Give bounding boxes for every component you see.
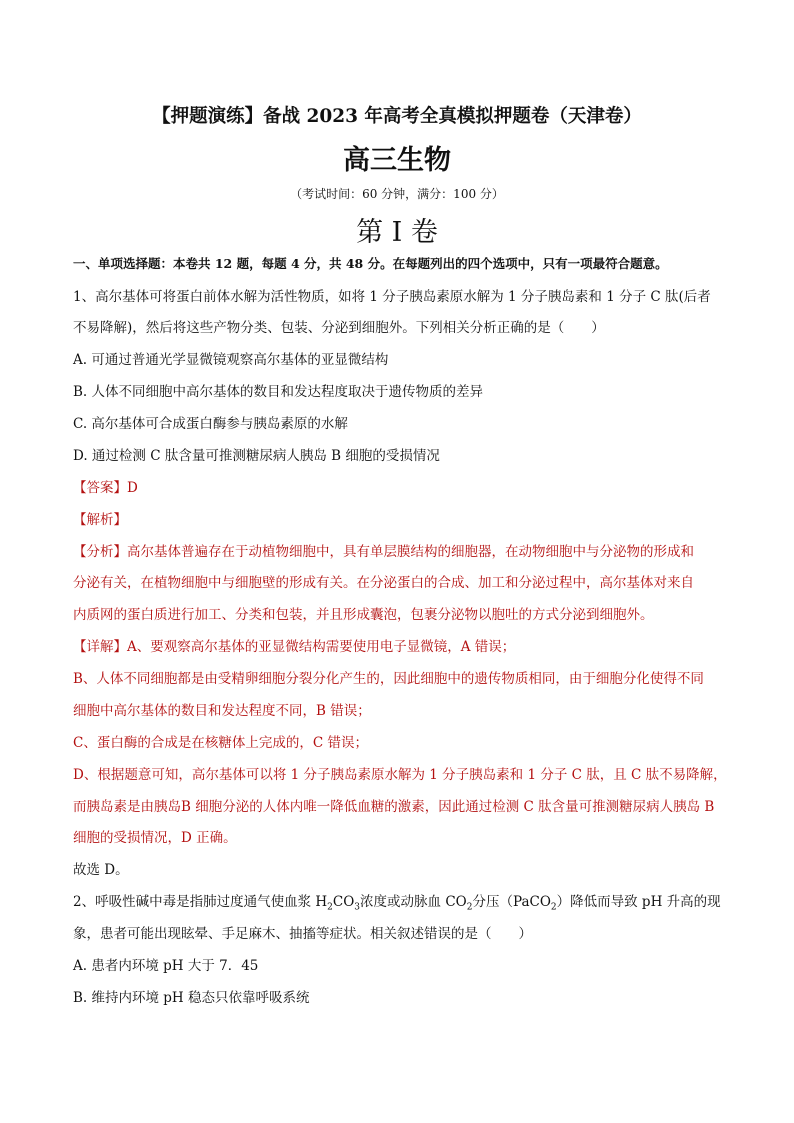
- q1-fenxi-line1: [73, 542, 734, 562]
- q1-fenxi-line2: 分泌有关，在植物细胞中与细胞壁的形成有关。在分泌蛋白的合成、加工和分泌过程中，高尔基体对来自: [73, 575, 694, 591]
- q1-analysis-label: 【解析】: [73, 512, 127, 528]
- subscript: 3: [354, 902, 361, 913]
- q1-option-a: A. 可通过普通光学显微镜观察高尔基体的亚显微结构: [73, 352, 389, 368]
- q1-option-b: B. 人体不同细胞中高尔基体的数目和发达程度取决于遗传物质的差异: [73, 384, 484, 400]
- q1-stem-line2: 不易降解)，然后将这些产物分类、包装、分泌到细胞外。下列相关分析正确的是（ ）: [73, 320, 605, 336]
- q1-answer: [73, 478, 734, 498]
- detail-a-text: A、要观察高尔基体的亚显微结构需要使用电子显微镜，A 错误；: [127, 639, 516, 655]
- q1-stem-line1: 1、高尔基体可将蛋白前体水解为活性物质，如将 1 分子胰岛素原水解为 1 分子胰岛素和 1 分子 C 肽(后者: [73, 289, 711, 305]
- subject-title: 高三生物: [343, 145, 451, 176]
- q1-option-d: D. 通过检测 C 肽含量可推测糖尿病人胰岛 B 细胞的受损情况: [73, 448, 440, 464]
- detail-label: 【详解】: [73, 639, 127, 655]
- q2-stem-line1: [73, 892, 734, 912]
- q1-detail-c: C、蛋白酶的合成是在核糖体上完成的，C 错误；: [73, 735, 368, 751]
- q1-detail-d2: 而胰岛素是由胰岛B 细胞分泌的人体内唯一降低血糖的激素，因此通过检测 C 肽含量可推测糖尿病人胰岛 B: [73, 799, 715, 815]
- q1-conclusion: 故选 D。: [73, 862, 129, 878]
- volume-title: 第 I 卷: [356, 217, 438, 248]
- q2-option-a: A. 患者内环境 pH 大于 7．45: [73, 958, 259, 974]
- q2-stem-part: 分压（PaCO: [472, 894, 551, 910]
- subscript: 2: [550, 902, 557, 913]
- exam-title: 【押题演练】备战 2023 年高考全真模拟押题卷（天津卷）: [152, 106, 642, 127]
- q2-stem-part: 2、呼吸性碱中毒是指肺过度通气使血浆 H: [73, 894, 328, 910]
- q1-detail-b1: B、人体不同细胞都是由受精卵细胞分裂分化产生的，因此细胞中的遗传物质相同，由于细胞分化使得不同: [73, 671, 704, 687]
- q2-stem-line2: 象，患者可能出现眩晕、手足麻木、抽搐等症状。相关叙述错误的是（ ）: [73, 926, 532, 942]
- q2-stem-part: 浓度或动脉血 CO: [360, 894, 467, 910]
- answer-value: D: [127, 480, 138, 496]
- q2-stem-part: CO: [332, 894, 355, 910]
- subscript: 2: [466, 902, 473, 913]
- exam-info: （考试时间：60 分钟，满分：100 分）: [290, 187, 504, 201]
- section-instructions: 一、单项选择题：本卷共 12 题，每题 4 分，共 48 分。在每题列出的四个选项中，只有一项最符合题意。: [73, 256, 668, 271]
- q1-detail-d3: 细胞的受损情况，D 正确。: [73, 830, 237, 846]
- fenxi-text: 高尔基体普遍存在于动植物细胞中，具有单层膜结构的细胞器，在动物细胞中与分泌物的形成和: [127, 544, 694, 560]
- q1-detail-b2: 细胞中高尔基体的数目和发达程度不同，B 错误；: [73, 703, 371, 719]
- q2-option-b: B. 维持内环境 pH 稳态只依靠呼吸系统: [73, 990, 310, 1006]
- q1-fenxi-line3: 内质网的蛋白质进行加工、分类和包装，并且形成囊泡，包裹分泌物以胞吐的方式分泌到细胞外。: [73, 607, 654, 623]
- subscript: 2: [327, 902, 333, 913]
- q2-stem-part: ）降低而导致 pH 升高的现: [556, 894, 721, 910]
- answer-label: 【答案】: [73, 480, 127, 496]
- q1-option-c: C. 高尔基体可合成蛋白酶参与胰岛素原的水解: [73, 416, 348, 432]
- q1-detail-a: [73, 637, 734, 657]
- q1-detail-d1: D、根据题意可知，高尔基体可以将 1 分子胰岛素原水解为 1 分子胰岛素和 1 分子 C 肽，且 C 肽不易降解，: [73, 767, 727, 783]
- fenxi-label: 【分析】: [73, 544, 127, 560]
